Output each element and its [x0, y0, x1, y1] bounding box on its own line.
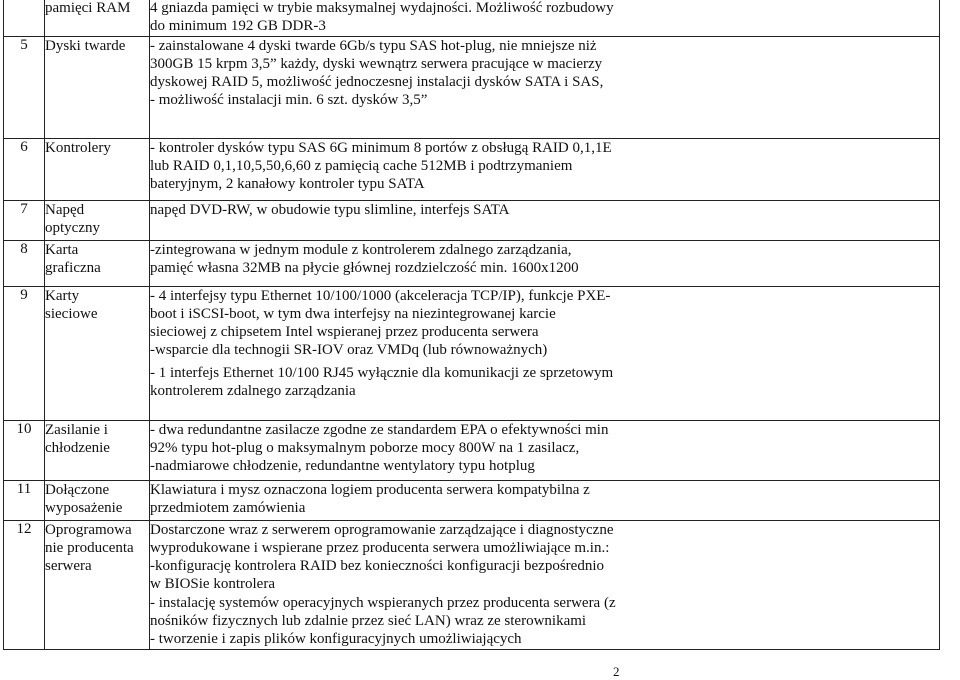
row-number: 6: [4, 138, 45, 200]
spec-row: [4, 240, 940, 286]
component-name-line: wyposażenie: [45, 499, 123, 516]
row-number: 10: [4, 420, 45, 480]
page-number: 2: [613, 664, 620, 679]
component-name-line: Oprogramowa: [45, 521, 132, 538]
requirement-line: 4 gniazda pamięci w trybie maksymalnej wydajności. Możliwość rozbudowy: [150, 0, 614, 16]
requirement-line: bateryjnym, 2 kanałowy kontroler typu SATA: [150, 176, 425, 193]
requirement-line: dyskowej RAID 5, możliwość jednoczesnej instalacji dysków SATA i SAS,: [150, 74, 604, 91]
requirement-line: - kontroler dysków typu SAS 6G minimum 8 portów z obsługą RAID 0,1,1E: [150, 139, 612, 156]
requirement-line: wyprodukowane i wspierane przez producenta serwera umożliwiające m.in.:: [150, 539, 610, 556]
requirement-line: nośników fizycznych lub zdalnie przez sieć LAN) wraz ze sterownikami: [150, 613, 587, 630]
row-number: 9: [4, 286, 45, 420]
component-name-cell: [45, 138, 150, 200]
spec-row: [4, 286, 940, 420]
component-name-line: Dołączone: [45, 481, 110, 498]
component-name-line: chłodzenie: [45, 439, 110, 456]
component-name-line: nie producenta: [45, 539, 134, 556]
requirement-line: - możliwość instalacji min. 6 szt. dysków 3,5”: [150, 92, 428, 109]
specification-rows: [4, 0, 940, 649]
requirement-line: -konfigurację kontrolera RAID bez konieczności konfiguracji bezpośrednio: [150, 558, 604, 575]
requirement-line: - instalację systemów operacyjnych wspieranych przez producenta serwera (z: [150, 594, 616, 611]
component-name-line: serwera: [45, 557, 92, 574]
component-name-line: Karty: [45, 287, 80, 304]
component-name-line: Zasilanie i: [45, 421, 108, 438]
row-number: 8: [4, 240, 45, 286]
requirement-line: napęd DVD-RW, w obudowie typu slimline, interfejs SATA: [150, 201, 510, 218]
component-name-line: pamięci RAM: [45, 0, 131, 16]
requirement-line: przedmiotem zamówienia: [150, 499, 306, 516]
requirement-line: 300GB 15 krpm 3,5” każdy, dyski wewnątrz serwera pracujące w macierzy: [150, 55, 603, 72]
requirement-line: 92% typu hot-plug o maksymalnym poborze mocy 800W na 1 zasilacz,: [150, 439, 580, 456]
specification-table: [3, 0, 940, 650]
spec-row: [4, 138, 940, 200]
spec-row: [4, 420, 940, 480]
component-name-line: sieciowe: [45, 305, 98, 322]
component-name-line: Napęd: [45, 201, 85, 218]
component-name-cell: [45, 420, 150, 480]
row-number: 12: [4, 520, 45, 649]
requirement-line: -wsparcie dla technogii SR-IOV oraz VMDq (lub równoważnych): [150, 342, 548, 359]
component-name-line: Karta: [45, 241, 79, 258]
requirement-line: kontrolerem zdalnego zarządzania: [150, 383, 356, 400]
requirement-line: - tworzenie i zapis plików konfiguracyjnych umożliwiających: [150, 631, 522, 648]
requirement-line: Klawiatura i mysz oznaczona logiem producenta serwera kompatybilna z: [150, 481, 590, 498]
requirement-description-cell: [150, 138, 940, 200]
requirement-description-cell: [150, 36, 940, 138]
component-name-cell: [45, 520, 150, 649]
component-name-line: optyczny: [45, 219, 100, 236]
requirement-description-cell: [150, 0, 940, 36]
component-name-line: graficzna: [45, 259, 101, 276]
component-name-line: Kontrolery: [45, 139, 111, 156]
requirement-line: w BIOSie kontrolera: [150, 576, 275, 593]
component-name-cell: [45, 0, 150, 36]
requirement-line: sieciowej z chipsetem Intel wspieranej przez producenta serwera: [150, 324, 539, 341]
requirement-line: do minimum 192 GB DDR-3: [150, 18, 326, 35]
spec-row: [4, 520, 940, 649]
row-number: 7: [4, 200, 45, 240]
requirement-line: - 1 interfejs Ethernet 10/100 RJ45 wyłącznie dla komunikacji ze sprzetowym: [150, 364, 614, 381]
component-name-line: Dyski twarde: [45, 37, 126, 54]
component-name-cell: [45, 286, 150, 420]
requirement-line: pamięć własna 32MB na płycie głównej rozdzielczość min. 1600x1200: [150, 259, 579, 276]
requirement-description-cell: [150, 240, 940, 286]
component-name-cell: [45, 480, 150, 520]
requirement-description-cell: [150, 286, 940, 420]
spec-row: [4, 36, 940, 138]
row-number: 11: [4, 480, 45, 520]
requirement-line: - zainstalowane 4 dyski twarde 6Gb/s typu SAS hot-plug, nie mniejsze niż: [150, 37, 597, 54]
spec-row: [4, 200, 940, 240]
requirement-description-cell: [150, 420, 940, 480]
requirement-description-cell: [150, 480, 940, 520]
component-name-cell: [45, 36, 150, 138]
requirement-description-cell: [150, 520, 940, 649]
spec-row: [4, 480, 940, 520]
requirement-line: -zintegrowana w jednym module z kontrolerem zdalnego zarządzania,: [150, 241, 572, 258]
row-number: 5: [4, 36, 45, 138]
component-name-cell: [45, 200, 150, 240]
requirement-line: Dostarczone wraz z serwerem oprogramowanie zarządzające i diagnostyczne: [150, 521, 614, 538]
row-number: [4, 0, 45, 36]
component-name-cell: [45, 240, 150, 286]
requirement-line: boot i iSCSI-boot, w tym dwa interfejsy na niezintegrowanej karcie: [150, 305, 556, 322]
requirement-line: lub RAID 0,1,10,5,50,6,60 z pamięcią cache 512MB i podtrzymaniem: [150, 157, 573, 174]
requirement-line: -nadmiarowe chłodzenie, redundantne wentylatory typu hotplug: [150, 458, 535, 475]
requirement-line: - 4 interfejsy typu Ethernet 10/100/1000 (akceleracja TCP/IP), funkcje PXE-: [150, 287, 611, 304]
spec-row: [4, 0, 940, 36]
requirement-description-cell: [150, 200, 940, 240]
requirement-line: - dwa redundantne zasilacze zgodne ze standardem EPA o efektywności min: [150, 421, 609, 438]
